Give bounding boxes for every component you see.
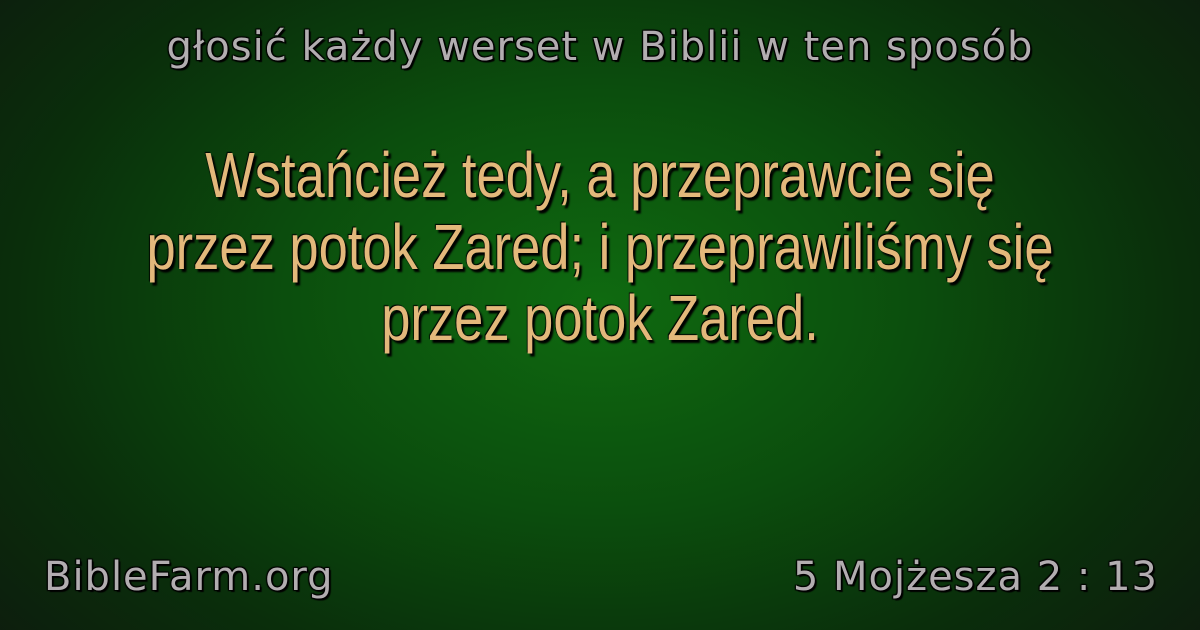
tagline: głosić każdy werset w Biblii w ten sposób xyxy=(166,24,1034,70)
verse-reference: 5 Mojżesza 2 : 13 xyxy=(792,554,1158,600)
verse-text: Wstańcież tedy, a przeprawcie się przez potok Zared; i przeprawiliśmy się przez potok Zared. xyxy=(146,139,1054,355)
site-name: BibleFarm.org xyxy=(44,554,334,600)
